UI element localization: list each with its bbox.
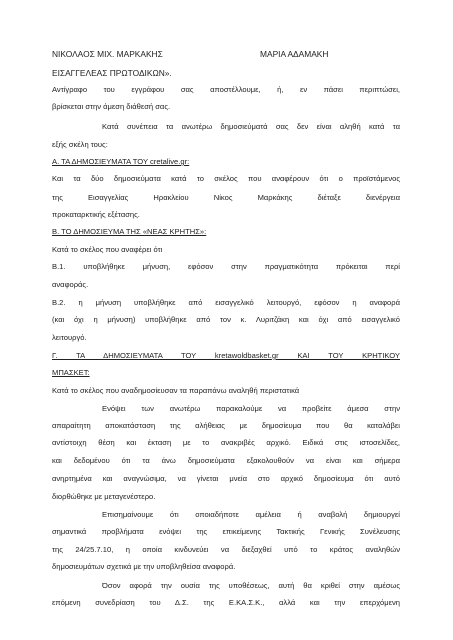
body-line: σημαντικά προβλήματα ενόψει της επικείμενης Τακτικής Γενικής Συνέλευσης — [52, 527, 400, 536]
author-title: ΕΙΣΑΓΓΕΛΕΑΣ ΠΡΩΤΟΔΙΚΩΝ». — [52, 68, 172, 78]
body-line: Κατά το σκέλος που αναφέρει ότι — [52, 245, 163, 254]
body-line: ανηρτημένα και αναγνώσιμα, να γίνεται μνεία στο αρχικό δημοσίευμα ότι αυτό — [52, 474, 400, 483]
body-line: εξής σκέλη τους: — [52, 140, 108, 149]
body-line: Ενόψει των ανωτέρω παρακαλούμε να προβείτε άμεσα στην — [102, 404, 400, 413]
section-heading: Β. ΤΟ ΔΗΜΟΣΙΕΥΜΑ ΤΗΣ «ΝΕΑΣ ΚΡΗΤΗΣ»: — [52, 227, 207, 236]
co-author-name: ΜΑΡΙΑ ΑΔΑΜΑΚΗ — [260, 49, 329, 59]
body-line: (και όχι η μήνυση) υποβλήθηκε από τον κ. Λυριτζάκη και όχι από εισαγγελικό — [52, 315, 400, 324]
body-line: Κατά συνέπεια τα ανωτέρω δημοσιεύματά σας δεν είναι αληθή κατά τα — [102, 122, 400, 131]
body-line: και δεδομένου ότι τα άνω δημοσιεύματα εξακολουθούν να είναι και σήμερα — [52, 456, 400, 465]
body-line: Και τα δύο δημοσιεύματα κατά το σκέλος που αναφέρουν ότι ο προϊστάμενος — [52, 174, 400, 183]
author-name: ΝΙΚΟΛΑΟΣ ΜΙΧ. ΜΑΡΚΑΚΗΣ — [52, 49, 163, 59]
body-line: Β.2. η μήνυση υποβλήθηκε από εισαγγελικό λειτουργό, εφόσον η αναφορά — [52, 298, 400, 307]
body-line: απαραίτητη αποκατάσταση της αλήθειας με δημοσίευμα που θα καταλάβει — [52, 421, 400, 430]
body-line: αντίστοιχη θέση και έκταση με το ανακριβές αρχικό. Ειδικά στις ιστοσελίδες, — [52, 438, 400, 447]
body-line: Αντίγραφο του εγγράφου σας αποστέλλουμε, ή, εν πάσει περιπτώσει, — [52, 85, 400, 94]
body-line: της 24/25.7.10, η οποία κινδυνεύει να διεξαχθεί υπό το κράτος αναληθών — [52, 545, 400, 554]
body-line: βρίσκεται στην άμεση διάθεσή σας. — [52, 102, 171, 111]
section-heading: Γ. ΤΑ ΔΗΜΟΣΙΕΥΜΑΤΑ ΤΟΥ kretawoldbasket.gr ΚΑΙ ΤΟΥ ΚΡΗΤΙΚΟΥ — [52, 351, 400, 360]
section-heading: ΜΠΑΣΚΕΤ: — [52, 368, 90, 377]
body-line: επόμενη συνεδρίαση του Δ.Σ. της Ε.ΚΑ.Σ.Κ., αλλά και την επερχόμενη — [52, 598, 400, 607]
body-line: προκαταρκτικής εξέτασης. — [52, 210, 140, 219]
body-line: Όσον αφορά την ουσία της υποθέσεως, αυτή θα κριθεί στην αμέσως — [102, 581, 400, 590]
body-line: διορθώθηκε με μεταγενέστερο. — [52, 492, 156, 501]
body-line: λειτουργό. — [52, 333, 87, 342]
body-line: δημοσιευμάτων σχετικά με την υποβληθείσα αναφορά. — [52, 562, 236, 571]
section-heading: Α. ΤΑ ΔΗΜΟΣΙΕΥΜΑΤΑ ΤΟΥ cretalive.gr: — [52, 157, 190, 166]
body-line: αναφοράς. — [52, 280, 89, 289]
body-line: Επισημαίνουμε ότι οποιαδήποτε αμέλεια ή αναβολή δημιουργεί — [102, 510, 400, 519]
body-line: Κατά το σκέλος που αναδημοσίευσαν τα παραπάνω αναληθή περιστατικά — [52, 386, 300, 395]
body-line: Β.1. υποβλήθηκε μήνυση, εφόσον στην πραγματικότητα πρόκειται περί — [52, 262, 400, 271]
body-line: της Εισαγγελίας Ηρακλείου Νίκος Μαρκάκης διέταξε διενέργεια — [52, 193, 400, 202]
